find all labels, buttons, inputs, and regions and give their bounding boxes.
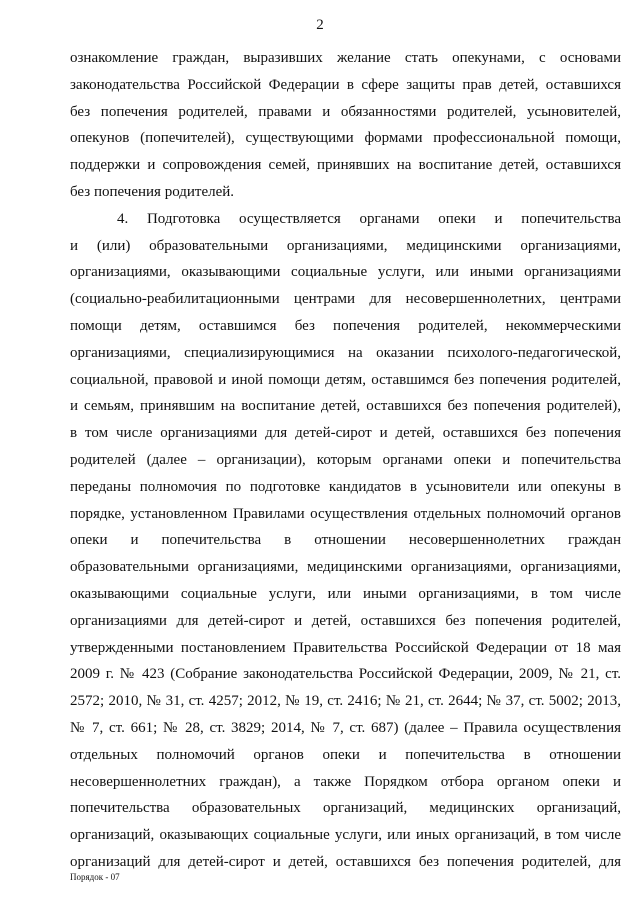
text-line: помощи детям, оставшимся без попечения родителей, некоммерческими: [70, 317, 621, 334]
text-line: образовательными организациями, медицинскими организациями, организациями,: [70, 559, 621, 576]
text-line: переданы полномочия по подготовке кандидатов в усыновители или опекуны в: [70, 478, 621, 495]
text-line: родителей (далее – организации), которым органами опеки и попечительства: [70, 451, 621, 468]
text-line: № 7, ст. 661; № 28, ст. 3829; 2014, № 7, ст. 687) (далее – Правила осуществления: [70, 719, 621, 736]
text-line: организациями, оказывающими социальные услуги, или иными организациями: [70, 264, 621, 281]
text-line: и семьям, принявшим на воспитание детей, оставшихся без попечения родителей),: [70, 398, 621, 415]
text-line: 4. Подготовка осуществляется органами опеки и попечительства: [117, 210, 621, 227]
text-line: опеки и попечительства в отношении несовершеннолетних граждан: [70, 532, 621, 549]
text-line: и (или) образовательными организациями, медицинскими организациями,: [70, 237, 621, 254]
text-line: организаций для детей-сирот и детей, оставшихся без попечения родителей, для: [70, 853, 621, 870]
page-number: 2: [316, 17, 324, 33]
paragraph: [70, 45, 621, 206]
text-line: организаций, оказывающих социальные услуги, или иных организаций, в том числе: [70, 827, 621, 844]
text-line: поддержки и сопровождения семей, принявших на воспитание детей, оставшихся: [70, 157, 621, 174]
text-line: без попечения родителей.: [70, 183, 235, 200]
text-line: ознакомление граждан, выразивших желание стать опекунами, с основами: [70, 50, 621, 66]
text-line: несовершеннолетних граждан), а также Порядком отбора органом опеки и: [70, 773, 621, 790]
text-line: попечительства образовательных организаций, медицинских организаций,: [70, 800, 621, 817]
text-line: отдельных полномочий органов опеки и попечительства в отношении: [70, 746, 621, 763]
body-text: [70, 45, 621, 876]
document-footer-code: Порядок - 07: [70, 872, 120, 882]
text-line: без попечения родителей, правами и обязанностями родителей, усыновителей,: [70, 103, 621, 120]
paragraph: [70, 206, 621, 876]
text-line: законодательства Российской Федерации в сфере защиты прав детей, оставшихся: [70, 76, 621, 93]
text-line: порядке, установленном Правилами осуществления отдельных полномочий органов: [70, 505, 621, 522]
text-line: утвержденными постановлением Правительства Российской Федерации от 18 мая: [70, 639, 621, 656]
text-line: организациями, специализирующимися на оказании психолого-педагогической,: [70, 344, 621, 361]
text-line: социальной, правовой и иной помощи детям, оставшимся без попечения родителей,: [70, 371, 621, 388]
text-line: в том числе организациями для детей-сирот и детей, оставшихся без попечения: [70, 425, 621, 442]
text-line: 2572; 2010, № 31, ст. 4257; 2012, № 19, ст. 2416; № 21, ст. 2644; № 37, ст. 5002; 2013,: [70, 693, 621, 710]
text-line: оказывающими социальные услуги, или иными организациями, в том числе: [70, 585, 621, 602]
text-line: 2009 г. № 423 (Собрание законодательства Российской Федерации, 2009, № 21, ст.: [70, 666, 621, 683]
text-line: опекунов (попечителей), существующими формами профессиональной помощи,: [70, 130, 621, 147]
text-line: (социально-реабилитационными центрами для несовершеннолетних, центрами: [70, 291, 621, 308]
text-line: организациями для детей-сирот и детей, оставшихся без попечения родителей,: [70, 612, 621, 629]
